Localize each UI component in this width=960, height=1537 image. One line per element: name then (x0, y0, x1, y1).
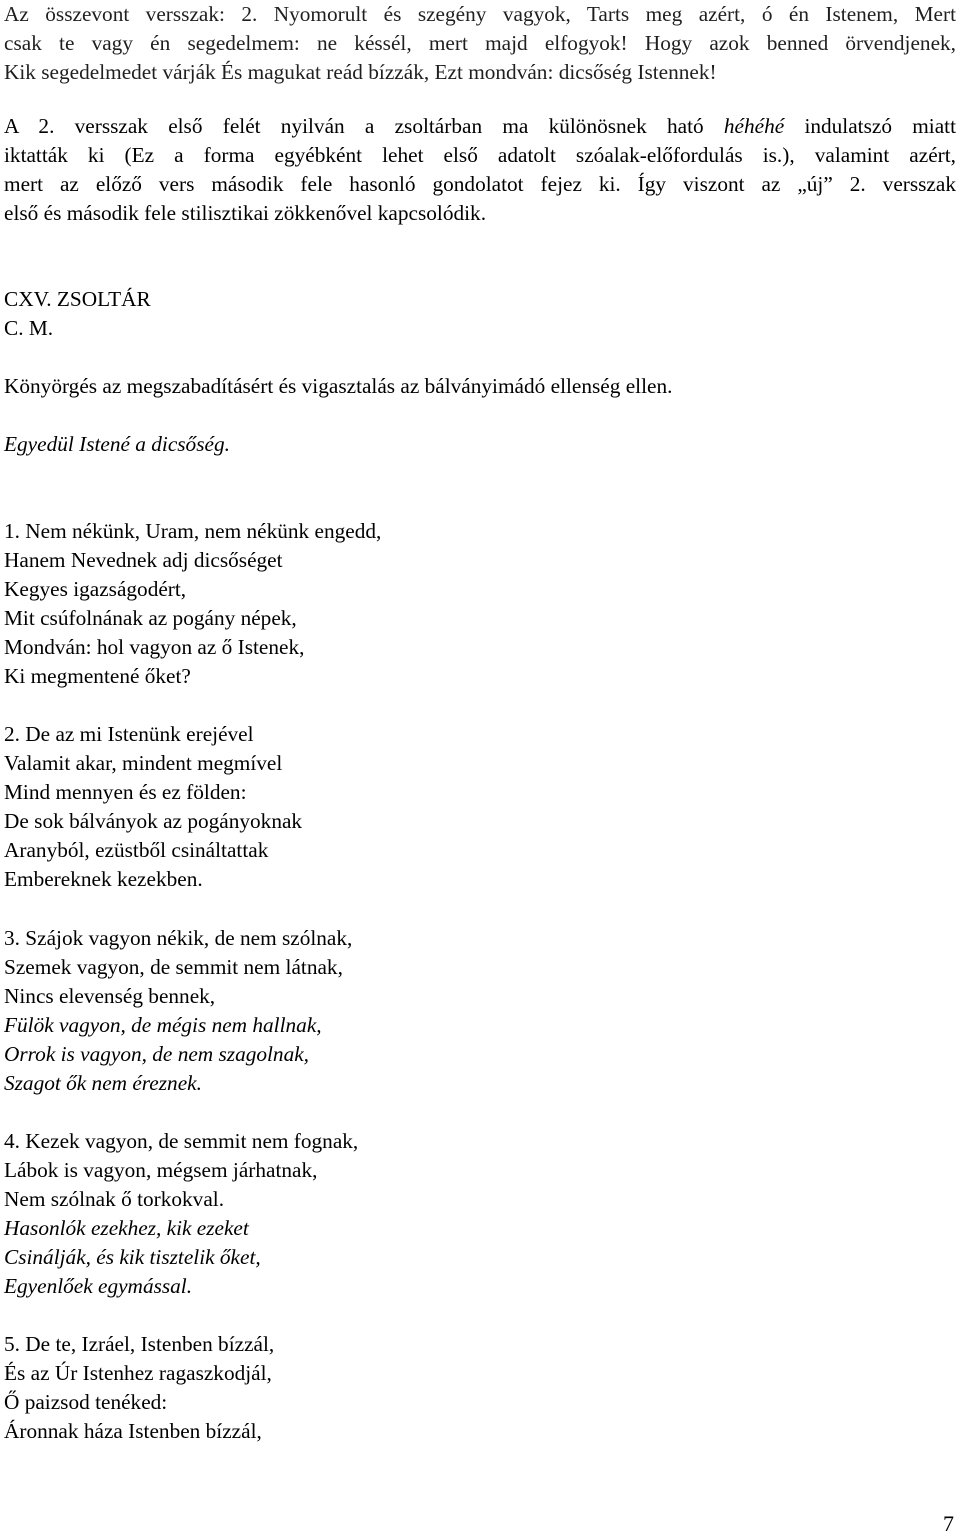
verse-line: Egyenlőek egymással. (4, 1274, 193, 1298)
note-line-4: első és második fele stilisztikai zökkenővel kapcsolódik. (4, 201, 487, 225)
page-number: 7 (943, 1511, 954, 1536)
verse-line: Orrok is vagyon, de nem szagolnak, (4, 1042, 310, 1066)
note-line-1-start: A 2. versszak első felét nyilván a zsoltárban ma különösnek ható (4, 114, 724, 138)
verse-line: Mind mennyen és ez földen: (4, 780, 247, 804)
note-line-2: iktatták ki (Ez a forma egyébként lehet első adatolt szóalak-előfordulás is.), valamint azért, (4, 143, 956, 167)
note-line-1-end: indulatszó miatt (784, 114, 956, 138)
verse-line: 2. De az mi Istenünk erejével (4, 722, 254, 746)
verse-line: Szagot ők nem éreznek. (4, 1071, 202, 1095)
verse-line: Embereknek kezekben. (4, 867, 203, 891)
verse-line: De sok bálványok az pogányoknak (4, 809, 303, 833)
verse-line: Hanem Nevednek adj dicsőséget (4, 548, 283, 572)
verse-line: Nincs elevenség bennek, (4, 984, 216, 1008)
verse-line: Mit csúfolnának az pogány népek, (4, 606, 297, 630)
verse-line: Nem szólnak ő torkokval. (4, 1187, 225, 1211)
verse-line: 1. Nem nékünk, Uram, nem nékünk engedd, (4, 519, 382, 543)
stanza-2 (4, 720, 904, 894)
psalm-motto: Egyedül Istené a dicsőség. (4, 432, 230, 456)
intro-line-1: Az összevont versszak: 2. Nyomorult és szegény vagyok, Tarts meg azért, ó én Istenem, Mert (4, 2, 956, 26)
intro-line-2: csak te vagy én segedelmem: ne késsél, mert majd elfogyok! Hogy azok benned örvendjenek, (4, 31, 956, 55)
stanza-1 (4, 517, 904, 691)
stanza-5 (4, 1330, 904, 1446)
verse-line: Lábok is vagyon, mégsem járhatnak, (4, 1158, 318, 1182)
psalm-number: CXV. ZSOLTÁR (4, 287, 151, 311)
stanza-4 (4, 1127, 904, 1301)
psalm-subtitle: Könyörgés az megszabadításért és vigasztalás az bálványimádó ellenség ellen. (4, 374, 673, 398)
verse-line: Ő paizsod tenéked: (4, 1390, 168, 1414)
stanza-3 (4, 924, 904, 1098)
verse-line: Aranyból, ezüstből csináltattak (4, 838, 269, 862)
verse-line: És az Úr Istenhez ragaszkodjál, (4, 1361, 272, 1385)
verse-line: Kegyes igazságodért, (4, 577, 187, 601)
verse-line: 5. De te, Izráel, Istenben bízzál, (4, 1332, 275, 1356)
note-line-1 (4, 112, 956, 141)
verse-line: Mondván: hol vagyon az ő Istenek, (4, 635, 305, 659)
verse-line: Valamit akar, mindent megmível (4, 751, 283, 775)
note-line-3: mert az előző vers második fele hasonló gondolatot fejez ki. Így viszont az „új” 2. versszak (4, 172, 956, 196)
note-interjection: héhéhé (723, 114, 785, 138)
verse-line: 4. Kezek vagyon, de semmit nem fognak, (4, 1129, 359, 1153)
note-paragraph (4, 112, 956, 228)
verse-line: Áronnak háza Istenben bízzál, (4, 1419, 262, 1443)
intro-paragraph (4, 0, 956, 87)
verse-line: Ki megmentené őket? (4, 664, 191, 688)
psalm-author: C. M. (4, 316, 54, 340)
verse-line: 3. Szájok vagyon nékik, de nem szólnak, (4, 926, 353, 950)
verse-line: Szemek vagyon, de semmit nem látnak, (4, 955, 343, 979)
intro-line-3: Kik segedelmedet várják És magukat reád bízzák, Ezt mondván: dicsőség Istennek! (4, 60, 717, 84)
verse-line: Hasonlók ezekhez, kik ezeket (4, 1216, 249, 1240)
verse-line: Csinálják, és kik tisztelik őket, (4, 1245, 261, 1269)
verse-line: Fülök vagyon, de mégis nem hallnak, (4, 1013, 322, 1037)
